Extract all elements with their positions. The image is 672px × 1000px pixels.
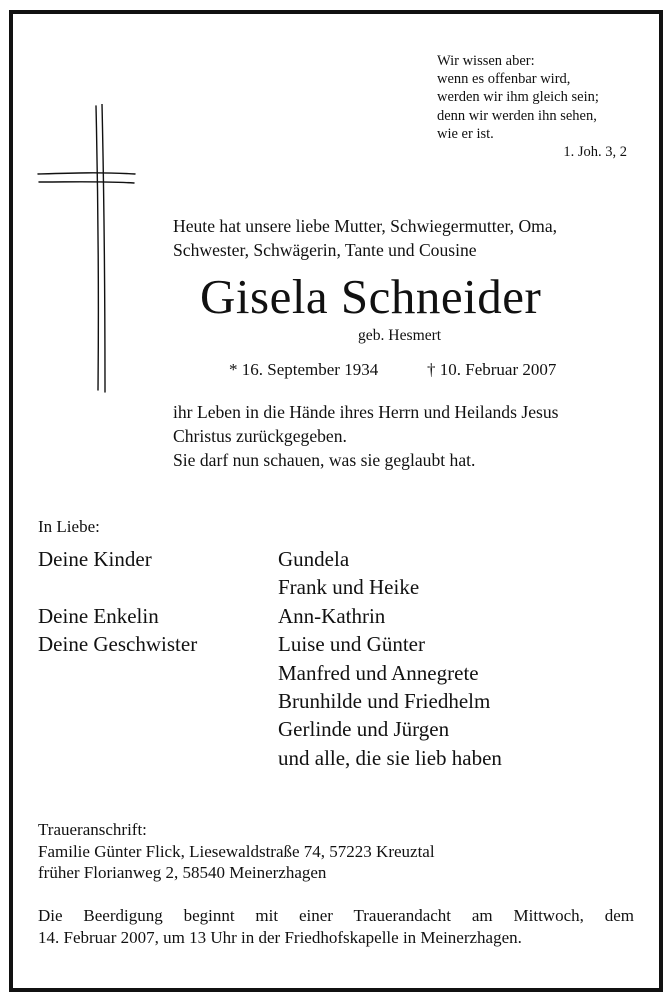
- family-name: Manfred und Annegrete: [278, 660, 479, 685]
- children-label: Deine Kinder: [38, 547, 152, 571]
- verse-line: wenn es offenbar wird,: [437, 71, 571, 88]
- family-name: Gundela: [278, 547, 350, 571]
- cross-icon: [36, 104, 136, 394]
- mourning-address: [38, 819, 435, 884]
- intro-line: Heute hat unsere liebe Mutter, Schwiegermutter, Oma,: [173, 216, 558, 236]
- address-heading: Traueranschrift:: [38, 820, 147, 839]
- siblings-label: Deine Geschwister: [38, 632, 198, 656]
- family-name: Frank und Heike: [278, 575, 420, 600]
- funeral-notice: [38, 905, 634, 949]
- family-name: Brunhilde und Friedhelm: [278, 689, 491, 714]
- verse-line: denn wir werden ihn sehen,: [437, 107, 597, 124]
- deceased-name: Gisela Schneider: [200, 269, 542, 324]
- family-name: Gerlinde und Jürgen: [278, 717, 450, 742]
- verse-line: wie er ist.: [437, 125, 494, 142]
- funeral-line: 14. Februar 2007, um 13 Uhr in der Friedhofskapelle in Meinerzhagen.: [38, 928, 522, 947]
- announcement-text: [173, 400, 559, 472]
- address-line: Familie Günter Flick, Liesewaldstraße 74, 57223 Kreuztal: [38, 841, 435, 861]
- verse-line: werden wir ihm gleich sein;: [437, 89, 599, 106]
- grandchildren-label: Deine Enkelin: [38, 604, 159, 628]
- text-line: Christus zurückgegeben.: [173, 426, 347, 446]
- family-name: Ann-Kathrin: [278, 603, 386, 628]
- birth-date: * 16. September 1934: [229, 360, 379, 379]
- text-line: ihr Leben in die Hände ihres Herrn und Heilands Jesus: [173, 402, 559, 422]
- funeral-line: Die Beerdigung beginnt mit einer Trauerandacht am Mittwoch, dem: [38, 906, 634, 925]
- intro-text: [173, 214, 557, 262]
- address-line: früher Florianweg 2, 58540 Meinerzhagen: [38, 863, 327, 883]
- text-line: Sie darf nun schauen, was sie geglaubt hat.: [173, 450, 476, 470]
- death-date: † 10. Februar 2007: [427, 360, 557, 379]
- bible-verse: [437, 52, 627, 161]
- family-name: und alle, die sie lieb haben: [278, 745, 502, 770]
- family-name: Luise und Günter: [278, 632, 425, 657]
- verse-reference: 1. Joh. 3, 2: [563, 144, 627, 161]
- intro-line: Schwester, Schwägerin, Tante und Cousine: [173, 240, 477, 260]
- in-love-label: In Liebe:: [38, 517, 100, 536]
- verse-line: Wir wissen aber:: [437, 53, 535, 69]
- maiden-name: geb. Hesmert: [358, 327, 442, 344]
- family-names-list: [278, 545, 502, 772]
